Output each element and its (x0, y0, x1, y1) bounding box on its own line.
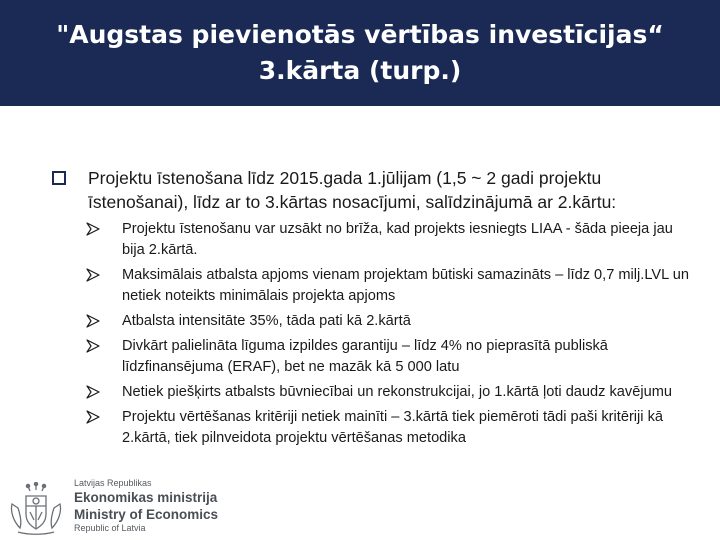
arrow-bullet-icon (86, 222, 100, 236)
arrow-bullet-icon (86, 410, 100, 424)
sub-bullet-text: Projektu īstenošanu var uzsākt no brīža, kad projekts iesniegts LIAA - šāda pieeja jau bija 2.kārtā. (122, 221, 673, 258)
ministry-line-1: Latvijas Republikas (74, 478, 152, 488)
sub-bullet-item (86, 265, 696, 307)
main-bullet-text: Projektu īstenošana līdz 2015.gada 1.jūlijam (1,5 ~ 2 gadi projektu īstenošanai), līdz ar to 3.kārtas nosacījumi, salīdzinājumā ar 2.kārtu: (88, 168, 617, 212)
ministry-text (74, 478, 274, 534)
arrow-bullet-icon (86, 339, 100, 353)
title-bar (0, 0, 720, 106)
sub-bullet-text: Netiek piešķirts atbalsts būvniecībai un rekonstrukcijai, jo 1.kārtā ļoti daudz kavējumu (122, 384, 672, 400)
ministry-line-2: Ekonomikas ministrija (74, 490, 218, 505)
sub-bullet-text: Divkārt palielināta līguma izpildes garantiju – līdz 4% no pieprasītā publiskā līdzfinansējuma (ERAF), bet ne mazāk kā 5 000 latu (122, 338, 608, 375)
coat-of-arms-icon (8, 482, 64, 536)
sub-bullet-item (86, 336, 696, 378)
ministry-line-3: Ministry of Economics (74, 507, 219, 522)
sub-bullet-text: Projektu vērtēšanas kritēriji netiek mainīti – 3.kārtā tiek piemēroti tādi paši kritēriji kā 2.kārtā, tiek pilnveidota projektu vērtēšanas metodika (122, 409, 663, 446)
sub-bullet-text: Atbalsta intensitāte 35%, tāda pati kā 2.kārtā (122, 313, 411, 329)
slide-title: "Augstas pievienotās vērtības investīcijas“ 3.kārta (turp.) (56, 20, 664, 85)
sub-bullet-item (86, 382, 696, 403)
arrow-bullet-icon (86, 314, 100, 328)
sub-bullet-text: Maksimālais atbalsta apjoms vienam projektam būtiski samazināts – līdz 0,7 milj.LVL un netiek noteikts minimālais projekta apjoms (122, 267, 689, 304)
sub-bullet-item (86, 407, 696, 449)
sub-bullet-list (86, 219, 696, 453)
arrow-bullet-icon (86, 268, 100, 282)
square-bullet-icon (52, 171, 66, 185)
sub-bullet-item (86, 219, 696, 261)
sub-bullet-item (86, 311, 696, 332)
ministry-footer (8, 478, 268, 536)
ministry-line-4: Republic of Latvia (74, 523, 146, 533)
main-bullet (50, 166, 700, 214)
arrow-bullet-icon (86, 385, 100, 399)
